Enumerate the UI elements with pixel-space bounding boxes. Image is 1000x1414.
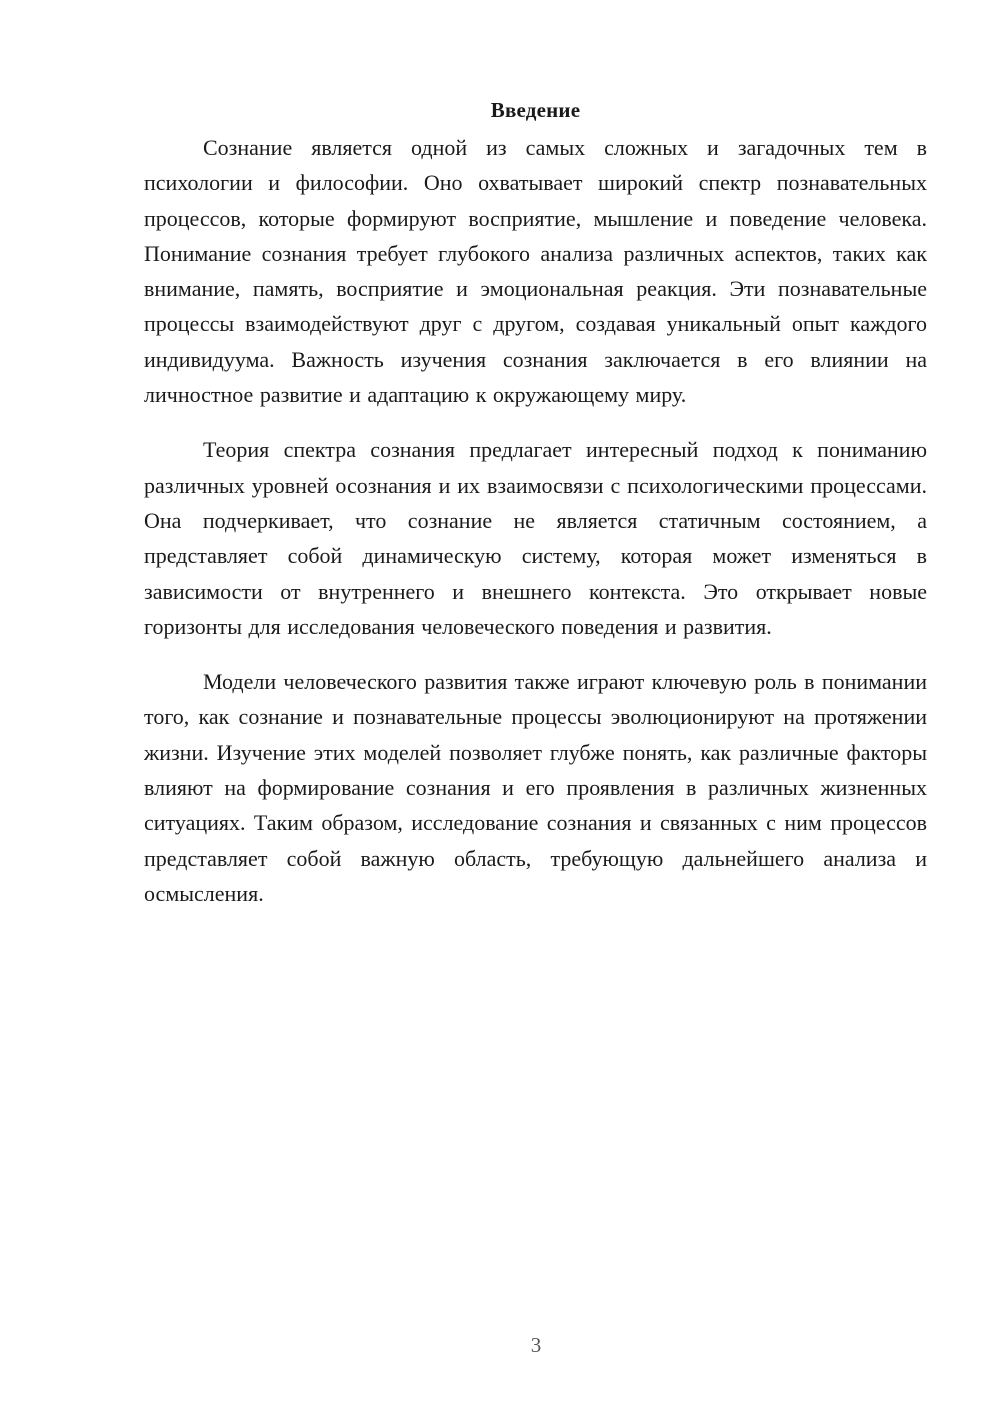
paragraph-1: Сознание является одной из самых сложных и загадочных тем в психологии и философии. Оно охватывает широкий спектр познавательных процессов, которые формируют восприятие, мышление и поведение человека. Понимание сознания требует глубокого анализа различных аспектов, таких как внимание, память, восприятие и эмоциональная реакция. Эти познавательные процессы взаимодействуют друг с другом, создавая уникальный опыт каждого индивидуума. Важность изучения сознания заключается в его влиянии на личностное развитие и адаптацию к окружающему миру. — [144, 135, 927, 408]
section-heading: Введение — [490, 98, 581, 122]
page-number: 3 — [530, 1333, 542, 1357]
paragraph-2: Теория спектра сознания предлагает интересный подход к пониманию различных уровней осознания и их взаимосвязи с психологическими процессами. Она подчеркивает, что сознание не является статичным состоянием, а представляет собой динамическую систему, которая может изменяться в зависимости от внутреннего и внешнего контекста. Это открывает новые горизонты для исследования человеческого поведения и развития. — [144, 437, 927, 639]
page-content — [144, 93, 927, 911]
paragraph-3: Модели человеческого развития также играют ключевую роль в понимании того, как сознание и познавательные процессы эволюционируют на протяжении жизни. Изучение этих моделей позволяет глубже понять, как различные факторы влияют на формирование сознания и его проявления в различных жизненных ситуациях. Таким образом, исследование сознания и связанных с ним процессов представляет собой важную область, требующую дальнейшего анализа и осмысления. — [144, 669, 927, 906]
